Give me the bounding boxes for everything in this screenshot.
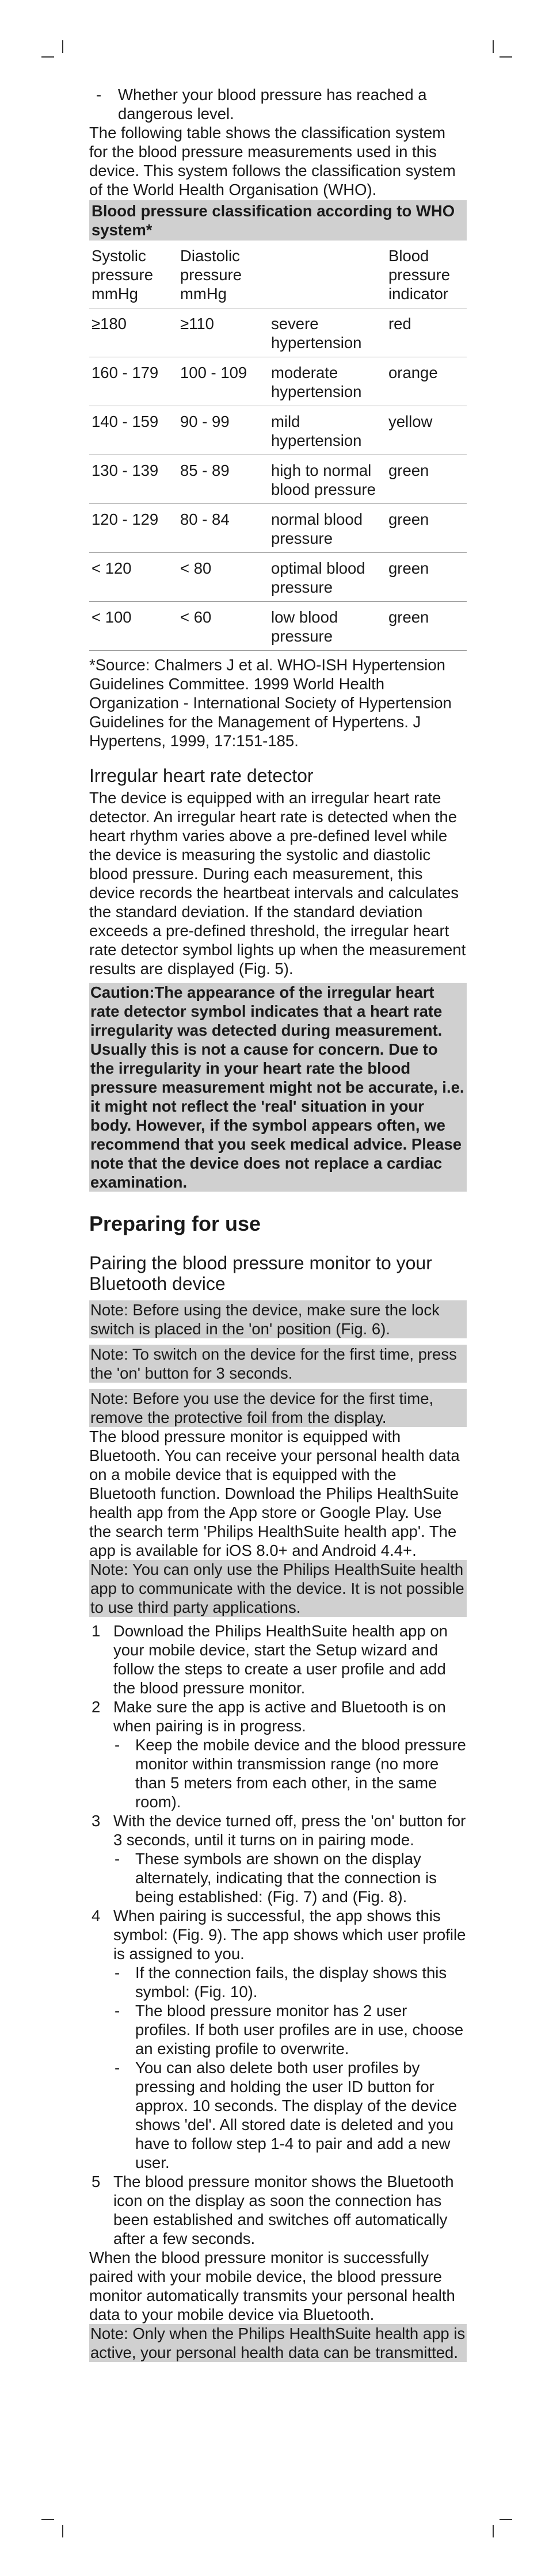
crop-mark-bottom-right-h	[500, 2519, 512, 2520]
sub-item-text: These symbols are shown on the display alternately, indicating that the connection is being established: (Fig. 7) and (Fig. 8).	[135, 1850, 437, 1906]
step-sub-item	[113, 1735, 467, 1811]
step-sub-item	[113, 1963, 467, 2001]
intro-bullet-text: Whether your blood pressure has reached a dangerous level.	[118, 86, 427, 123]
crop-mark-bottom-right-v	[493, 2525, 494, 2537]
step-number: 4	[92, 1907, 101, 1925]
step-5	[89, 2172, 467, 2248]
sub-item-text: The blood pressure monitor has 2 user profiles. If both user profiles are in use, choose an existing profile to overwrite.	[135, 2002, 464, 2058]
step-text: When pairing is successful, the app shows this symbol: (Fig. 9). The app shows which user profile is assigned to you.	[113, 1907, 466, 1963]
cell-indicator: orange	[386, 357, 467, 406]
sub-item-text: If the connection fails, the display shows this symbol: (Fig. 10).	[135, 1964, 447, 2001]
note-app-only: Note: You can only use the Philips HealthSuite health app to communicate with the device. It is not possible to use third party applications.	[89, 1560, 467, 1617]
cell-diastolic: ≥110	[178, 308, 269, 357]
table-row	[89, 357, 467, 406]
cell-systolic: 130 - 139	[89, 455, 178, 504]
crop-mark-top-left-v	[62, 40, 63, 53]
intro-paragraph: The following table shows the classification system for the blood pressure measurements used in this device. This system follows the classification system of the World Health Organisation (WHO).	[89, 124, 456, 199]
step-2	[89, 1697, 467, 1811]
dash-marker: -	[115, 2002, 120, 2020]
cell-indicator: red	[386, 308, 467, 357]
cell-diastolic: 80 - 84	[178, 504, 269, 553]
cell-diastolic: 90 - 99	[178, 406, 269, 455]
cell-classification: mild hypertension	[269, 406, 386, 455]
note-app-active: Note: Only when the Philips HealthSuite health app is active, your personal health data can be transmitted.	[89, 2324, 467, 2362]
cell-classification: moderate hypertension	[269, 357, 386, 406]
cell-systolic: < 100	[89, 602, 178, 651]
note-lock-switch: Note: Before using the device, make sure the lock switch is placed in the 'on' position (Fig. 6).	[89, 1300, 467, 1338]
bp-classification-table	[89, 241, 467, 651]
table-row	[89, 553, 467, 602]
step-text: The blood pressure monitor shows the Bluetooth icon on the display as soon the connection has been established and switches off automatically after a few seconds.	[113, 2173, 454, 2247]
pairing-steps	[89, 1621, 467, 2248]
cell-diastolic: 85 - 89	[178, 455, 269, 504]
closing-paragraph: When the blood pressure monitor is successfully paired with your mobile device, the blood pressure monitor automatically transmits your personal health data to your mobile device via Bluetooth.	[89, 2249, 455, 2323]
step-3	[89, 1811, 467, 1906]
dash-marker: -	[115, 1964, 120, 1982]
note-first-switch-on: Note: To switch on the device for the first time, press the 'on' button for 3 seconds.	[89, 1345, 467, 1383]
step-text: Download the Philips HealthSuite health app on your mobile device, start the Setup wizard and follow the steps to create a user profile and add the blood pressure monitor.	[113, 1622, 448, 1697]
bluetooth-body: The blood pressure monitor is equipped with Bluetooth. You can receive your personal health data on a mobile device that is equipped with the Bluetooth function. Download the Philips HealthSuite health app from the App store or Google Play. Use the search term 'Philips HealthSuite health app'. The app is available for iOS 8.0+ and Android 4.4+.	[89, 1428, 460, 1559]
table-header-row	[89, 241, 467, 308]
document-page	[89, 85, 467, 2362]
cell-diastolic: < 60	[178, 602, 269, 651]
table-row	[89, 455, 467, 504]
cell-diastolic: < 80	[178, 553, 269, 602]
step-number: 3	[92, 1812, 101, 1830]
note-protective-foil: Note: Before you use the device for the first time, remove the protective foil from the display.	[89, 1389, 467, 1427]
header-classification	[269, 241, 386, 308]
step-text: With the device turned off, press the 'on' button for 3 seconds, until it turns on in pairing mode.	[113, 1812, 466, 1849]
cell-classification: low blood pressure	[269, 602, 386, 651]
irregular-heading: Irregular heart rate detector	[89, 765, 314, 786]
header-indicator: Blood pressure indicator	[386, 241, 467, 308]
crop-mark-top-right-h	[500, 56, 512, 58]
cell-indicator: green	[386, 602, 467, 651]
pairing-subheading: Pairing the blood pressure monitor to your Bluetooth device	[89, 1253, 432, 1294]
cell-classification: severe hypertension	[269, 308, 386, 357]
dash-marker: -	[115, 2059, 120, 2077]
step-sub-item	[113, 2058, 467, 2172]
step-number: 5	[92, 2173, 101, 2190]
table-row	[89, 504, 467, 553]
source-note: *Source: Chalmers J et al. WHO-ISH Hypertension Guidelines Committee. 1999 World Health Organization - International Society of Hypertension Guidelines for the Management of Hypertens. J Hypertens, 1999, 17:151-185.	[89, 656, 452, 750]
cell-diastolic: 100 - 109	[178, 357, 269, 406]
step-1	[89, 1621, 467, 1697]
header-diastolic: Diastolic pressure mmHg	[178, 241, 269, 308]
dash-marker: -	[115, 1850, 120, 1868]
cell-indicator: green	[386, 455, 467, 504]
crop-mark-top-right-v	[493, 40, 494, 53]
step-number: 2	[92, 1698, 101, 1716]
cell-classification: optimal blood pressure	[269, 553, 386, 602]
cell-systolic: 160 - 179	[89, 357, 178, 406]
sub-item-text: You can also delete both user profiles by pressing and holding the user ID button for approx. 10 seconds. The display of the device shows 'del'. All stored date is deleted and you have to follow step 1-4 to pair and add a new user.	[135, 2059, 458, 2172]
caution-box: Caution:The appearance of the irregular heart rate detector symbol indicates that a heart rate irregularity was detected during measurement. Usually this is not a cause for concern. Due to the irregularity in your heart rate the blood pressure measurement might not be accurate, i.e. it might not reflect the 'real' situation in your body. However, if the symbol appears often, we recommend that you seek medical advice. Please note that the device does not replace a cardiac examination.	[89, 983, 467, 1192]
crop-mark-bottom-left-v	[62, 2525, 63, 2537]
cell-classification: normal blood pressure	[269, 504, 386, 553]
cell-systolic: 120 - 129	[89, 504, 178, 553]
bp-table-title: Blood pressure classification according to WHO system*	[89, 200, 467, 241]
table-row	[89, 308, 467, 357]
cell-systolic: 140 - 159	[89, 406, 178, 455]
table-row	[89, 602, 467, 651]
crop-mark-bottom-left-h	[41, 2519, 54, 2520]
preparing-heading: Preparing for use	[89, 1212, 261, 1235]
cell-systolic: < 120	[89, 553, 178, 602]
cell-classification: high to normal blood pressure	[269, 455, 386, 504]
dash-marker: -	[96, 86, 102, 104]
step-text: Make sure the app is active and Bluetooth is on when pairing is in progress.	[113, 1698, 446, 1735]
header-systolic: Systolic pressure mmHg	[89, 241, 178, 308]
intro-bullet	[89, 85, 467, 123]
cell-indicator: green	[386, 553, 467, 602]
step-number: 1	[92, 1622, 101, 1640]
crop-mark-top-left-h	[41, 56, 54, 58]
dash-marker: -	[115, 1736, 120, 1754]
irregular-body: The device is equipped with an irregular heart rate detector. An irregular heart rate is detected when the heart rhythm varies above a pre-defined level while the device is measuring the systolic and diastolic blood pressure. During each measurement, this device records the heartbeat intervals and calculates the standard deviation. If the standard deviation exceeds a pre-defined threshold, the irregular heart rate detector symbol lights up when the measurement results are displayed (Fig. 5).	[89, 789, 466, 978]
cell-systolic: ≥180	[89, 308, 178, 357]
step-sub-item	[113, 2001, 467, 2058]
step-sub-item	[113, 1849, 467, 1906]
table-row	[89, 406, 467, 455]
step-4	[89, 1906, 467, 2172]
sub-item-text: Keep the mobile device and the blood pressure monitor within transmission range (no more than 5 meters from each other, in the same room).	[135, 1736, 466, 1811]
cell-indicator: yellow	[386, 406, 467, 455]
cell-indicator: green	[386, 504, 467, 553]
